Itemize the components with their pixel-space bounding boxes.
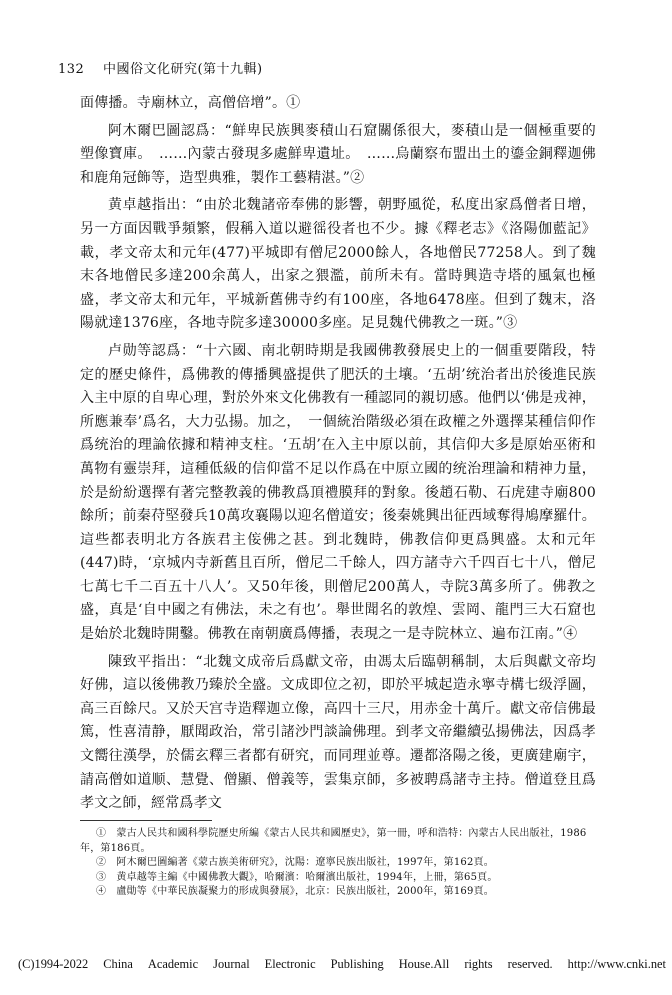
running-header [58, 58, 263, 77]
copyright-word: Journal [213, 957, 250, 971]
footnote: ④ 盧勛等《中華民族凝聚力的形成與發展》，北京：民族出版社，2000年，第169頁。 [96, 886, 494, 897]
footnote: ② 阿木爾巴圖編著《蒙古族美術研究》，沈陽：遼寧民族出版社，1997年，第162頁。 [96, 857, 494, 868]
copyright-word: rights [464, 957, 493, 971]
footnote: ③ 黄卓越等主編《中國佛教大觀》，哈爾濱：哈爾濱出版社，1994年，上冊，第65頁。 [96, 871, 498, 883]
footnotes [80, 827, 592, 900]
copyright-word: Electronic [264, 957, 316, 971]
copyright-word: reserved. [507, 957, 553, 971]
footnote: ① 蒙古人民共和國科學院歷史所編《蒙古人民共和國歷史》，第一冊，呼和浩特：內蒙古人民出版社，1986年，第186頁。 [80, 828, 587, 854]
copyright-word: Academic [147, 957, 199, 971]
copyright-word: (C)1994-2022 [18, 957, 89, 971]
main-text [80, 92, 596, 816]
copyright-url: http://www.cnki.net [567, 957, 666, 971]
paragraph: 黄卓越指出：“由於北魏諸帝奉佛的影響，朝野風從，私度出家爲僧者日增，另一方面因戰爭頻繁，假稱入道以避徭役者也不少。據《釋老志》《洛陽伽藍記》載，孝文帝太和元年(477)平城即有僧尼2000餘人，各地僧民77258人。到了魏末各地僧民多達200余萬人，出家之猥濫，前所未有。當時興造寺塔的風氣也極盛，孝文帝太和元年，平城新舊佛寺约有100座，各地6478座。但到了魏末，洛陽就達1376座，各地寺院多達30000多座。足見魏代佛教之一斑。”③ [80, 197, 596, 332]
copyright-line [18, 957, 666, 972]
journal-title: 中國俗文化研究(第十九輯) [102, 62, 263, 77]
copyright-word: Publishing [330, 957, 384, 971]
page-number: 132 [58, 62, 85, 77]
paragraph: 阿木爾巴圖認爲：“鮮卑民族興麥積山石窟關係很大，麥積山是一個極重要的塑像寶庫。 ……內蒙古發現多處鮮卑遺址。 ……烏蘭察布盟出土的鎏金銅釋迦佛和鹿角冠飾等，造型典雅，製作工藝精湛。”② [80, 122, 596, 186]
copyright-word: China [103, 957, 133, 971]
paragraph: 卢勋等認爲：“十六國、南北朝時期是我國佛教發展史上的一個重要階段，特定的歷史條件，爲佛教的傳播興盛提供了肥沃的土壤。‘五胡’统治者出於後進民族入主中原的自卑心理，對於外來文化佛教有一種認同的親切感。他們以‘佛是戎神，所應兼奉’爲名，大力弘揚。加之， 一個統治階级必須在政權之外選擇某種信仰作爲统治的理論依據和精神支柱。‘五胡’在入主中原以前，其信仰大多是原始巫術和萬物有靈崇拜，這種低級的信仰當不足以作爲在中原立國的统治理論和精神力量，於是紛紛選擇有著完整教義的佛教爲頂禮膜拜的對象。後趙石勒、石虎建寺廟800餘所；前秦苻堅發兵10萬攻襄陽以迎名僧道安；後秦姚興出征西域奪得鳩摩羅什。這些都表明北方各族君主侫佛之甚。到北魏時，佛教信仰更爲興盛。太和元年(447)時，‘京城内寺新舊且百所，僧尼二千餘人，四方諸寺六千四百七十八，僧尼七萬七千二百五十八人’。又50年後，則僧尼200萬人，寺院3萬多所了。佛教之盛，真是‘自中國之有佛法，未之有也’。舉世聞名的敦煌、雲岡、龍門三大石窟也是始於北魏時開鑿。佛教在南朝廣爲傳播，表現之一是寺院林立、遍布江南。”④ [80, 342, 596, 643]
paragraph: 面傳播。寺廟林立，高僧倍增”。① [80, 95, 301, 111]
footnote-divider [80, 820, 212, 821]
copyright-word: House.All [398, 957, 450, 971]
paragraph: 陳致平指出：“北魏文成帝后爲獻文帝，由馮太后臨朝稱制，太后與獻文帝均好佛，這以後佛教乃臻於全盛。文成即位之初，即於平城起造永寧寺構七级浮圖，高三百餘尺。又於天宫寺造釋迦立像，高四十三尺，用赤金十萬斤。獻文帝信佛最篤，性喜清静，厭聞政治，常引諸沙門談論佛理。到孝文帝繼續弘揚佛法，因爲孝文嚮往漢學，於儒玄釋三者都有研究，而同理並尊。遷都洛陽之後，更廣建廟宇，請高僧如道顺、慧覺、僧顯、僧義等，雲集京師，多被聘爲諸寺主持。僧道登且爲孝文之師，經常爲孝文 [80, 653, 596, 812]
